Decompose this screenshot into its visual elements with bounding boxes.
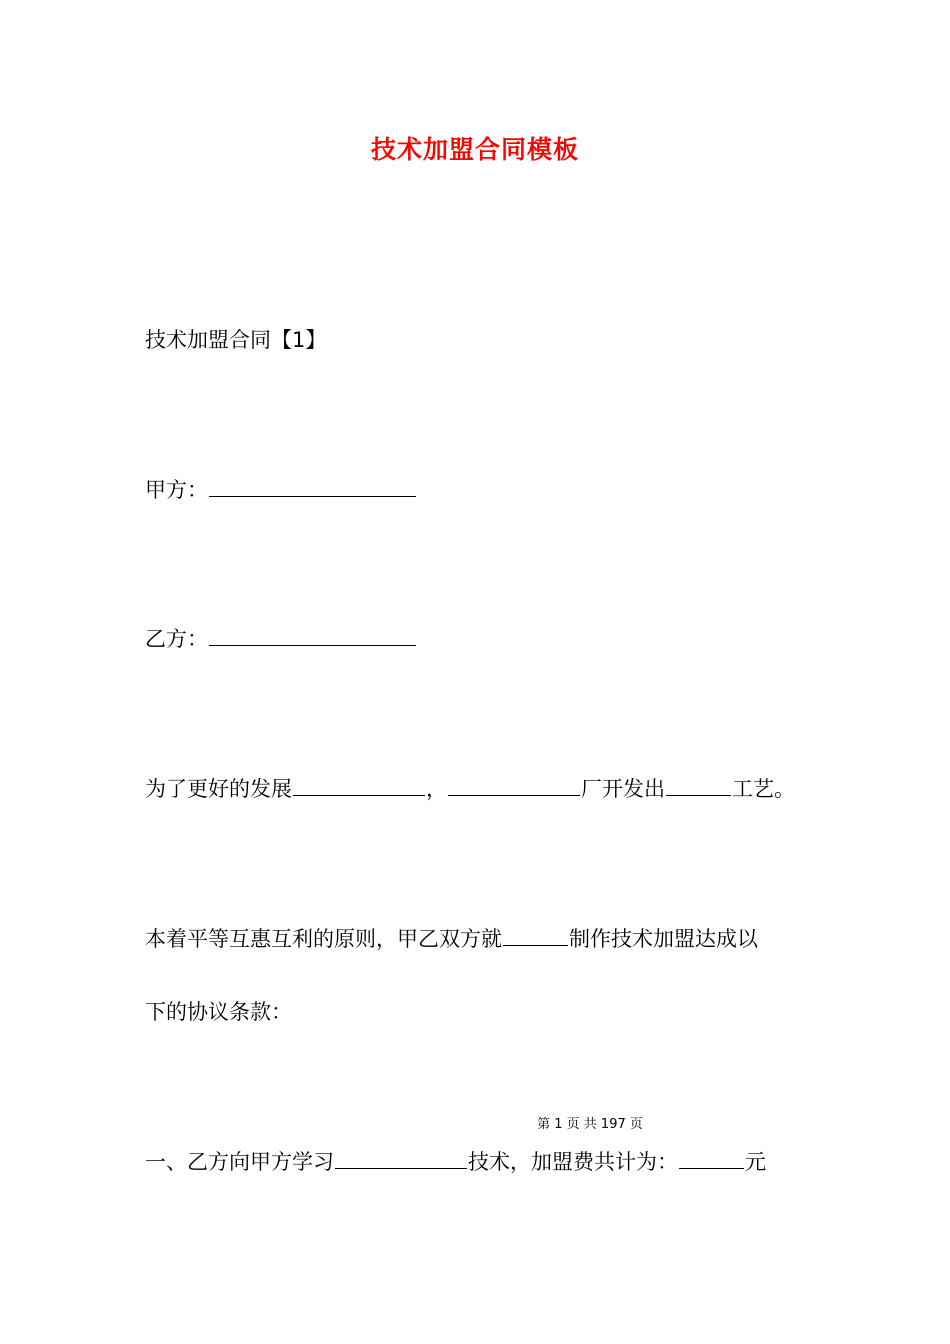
para1-blank-3: [666, 775, 731, 796]
party-a-blank: [209, 476, 416, 497]
paragraph-1: [145, 775, 795, 803]
clause1-blank-1: [335, 1148, 467, 1169]
para1-text-4: 工艺。: [732, 777, 795, 801]
party-b-blank: [209, 625, 416, 646]
paragraph-2-line-2: 下的协议条款：: [145, 1000, 292, 1024]
clause1-text-1: 一、乙方向甲方学习: [145, 1150, 334, 1174]
document-title: 技术加盟合同模板: [370, 135, 579, 164]
para1-text-3: 厂开发出: [581, 777, 665, 801]
party-b-line: [145, 625, 417, 653]
para1-blank-2: [448, 775, 580, 796]
page-footer: 第 1 页 共 197 页: [537, 1117, 643, 1132]
para2-text-1: 本着平等互惠互利的原则，甲乙双方就: [145, 927, 502, 951]
party-b-label: 乙方：: [145, 627, 208, 651]
para2-blank-1: [503, 925, 568, 946]
clause-1: [145, 1148, 766, 1176]
clause1-text-3: 元: [745, 1150, 766, 1174]
party-a-line: [145, 476, 417, 504]
clause1-text-2: 技术，加盟费共计为：: [468, 1150, 678, 1174]
para2-text-2: 制作技术加盟达成以: [569, 927, 758, 951]
para1-text-2: ，: [426, 777, 447, 801]
clause1-blank-2: [679, 1148, 744, 1169]
para1-text-1: 为了更好的发展: [145, 777, 292, 801]
paragraph-2-line-1: [145, 925, 758, 953]
section-heading: 技术加盟合同【1】: [145, 328, 327, 352]
party-a-label: 甲方：: [145, 478, 208, 502]
para1-blank-1: [293, 775, 425, 796]
